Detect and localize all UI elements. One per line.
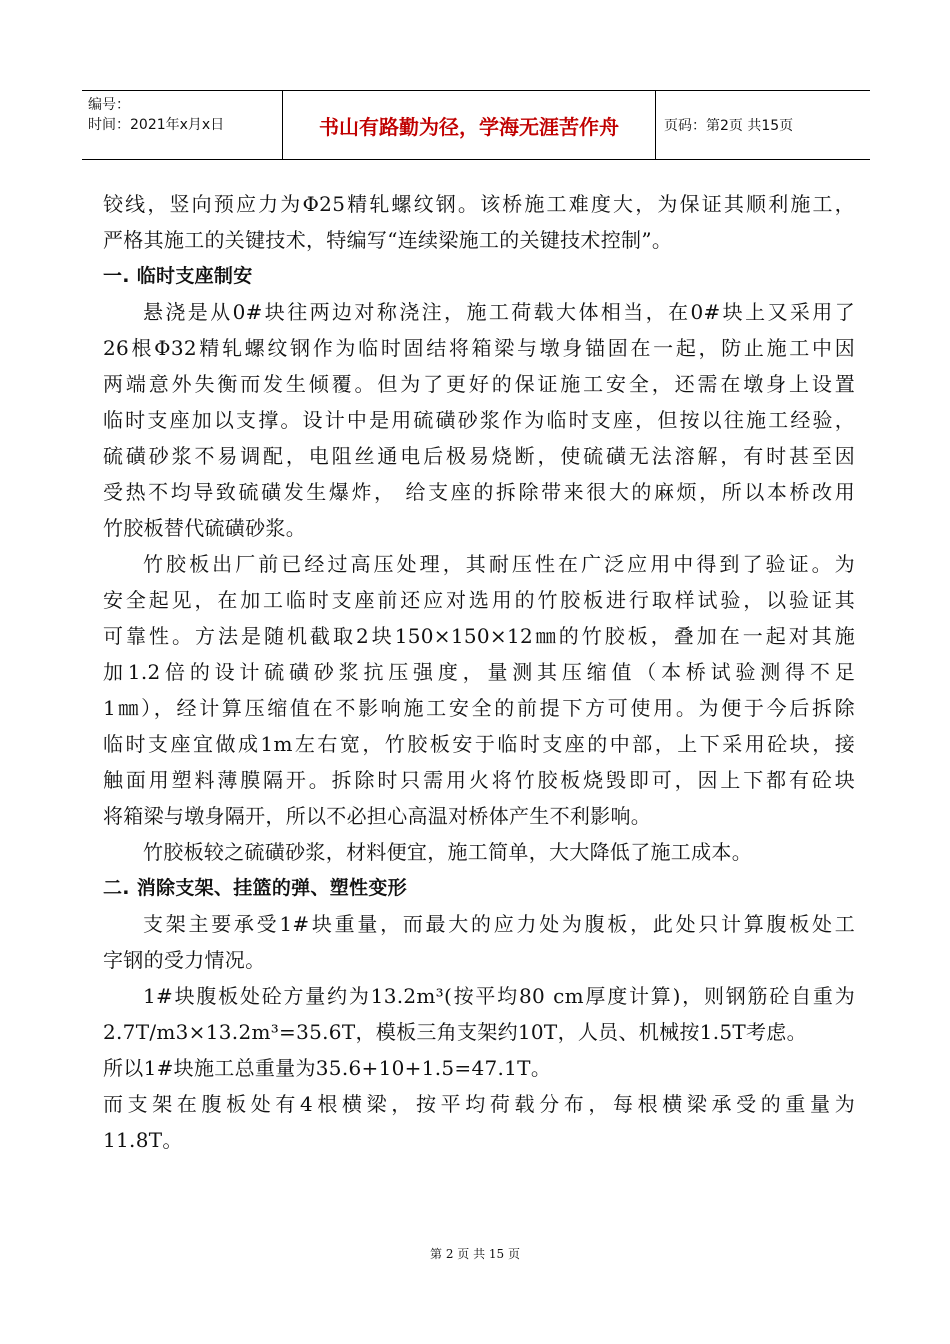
body-line: 临时支座宜做成1m左右宽，竹胶板安于临时支座的中部，上下采用砼块，接 xyxy=(103,732,855,756)
document-number-label: 编号： xyxy=(88,97,130,113)
page-header xyxy=(82,90,870,160)
header-page-info: 页码：第2页 共15页 xyxy=(664,118,794,134)
body-line: 悬浇是从0#块往两边对称浇注，施工荷载大体相当，在0#块上又采用了 xyxy=(143,300,855,324)
section-heading-2: 二. 消除支架、挂篮的弹、塑性变形 xyxy=(103,877,407,899)
body-line: 26根Φ32精轧螺纹钢作为临时固结将箱梁与墩身锚固在一起，防止施工中因 xyxy=(103,336,855,360)
body-line: 铰线，竖向预应力为Φ25精轧螺纹钢。该桥施工难度大，为保证其顺利施工， xyxy=(103,192,855,216)
body-line: 受热不均导致硫磺发生爆炸， 给支座的拆除带来很大的麻烦，所以本桥改用 xyxy=(103,480,855,504)
section-heading-1: 一. 临时支座制安 xyxy=(103,265,253,287)
body-line: 两端意外失衡而发生倾覆。但为了更好的保证施工安全，还需在墩身上设置 xyxy=(103,372,855,396)
body-line: 临时支座加以支撑。设计中是用硫磺砂浆作为临时支座，但按以往施工经验， xyxy=(103,408,855,432)
page-footer: 第 2 页 共 15 页 xyxy=(430,1247,520,1261)
body-line: 加1.2倍的设计硫磺砂浆抗压强度，量测其压缩值（本桥试验测得不足 xyxy=(103,660,855,684)
header-meta xyxy=(82,91,282,159)
body-line: 竹胶板出厂前已经过高压处理，其耐压性在广泛应用中得到了验证。为 xyxy=(143,552,855,576)
body-line: 1#块腹板处砼方量约为13.2m³(按平均80 cm厚度计算)，则钢筋砼自重为 xyxy=(143,984,855,1008)
body-line: 2.7T/m3×13.2m³=35.6T，模板三角支架约10T，人员、机械按1.5T考虑。 xyxy=(103,1020,807,1044)
body-line: 所以1#块施工总重量为35.6+10+1.5=47.1T。 xyxy=(103,1056,552,1080)
body-line: 严格其施工的关键技术，特编写“连续梁施工的关键技术控制”。 xyxy=(103,228,673,252)
body-line: 竹胶板替代硫磺砂浆。 xyxy=(103,516,306,540)
body-line: 而支架在腹板处有4根横梁，按平均荷载分布，每根横梁承受的重量为 xyxy=(103,1092,855,1116)
header-motto: 书山有路勤为径，学海无涯苦作舟 xyxy=(282,91,656,159)
body-line: 可靠性。方法是随机截取2块150×150×12㎜的竹胶板，叠加在一起对其施 xyxy=(103,624,855,648)
document-body xyxy=(103,186,855,1158)
body-line: 竹胶板较之硫磺砂浆，材料便宜，施工简单，大大降低了施工成本。 xyxy=(143,840,752,864)
body-line: 支架主要承受1#块重量，而最大的应力处为腹板，此处只计算腹板处工 xyxy=(143,912,855,936)
body-line: 将箱梁与墩身隔开，所以不必担心高温对桥体产生不利影响。 xyxy=(103,804,652,828)
body-line: 1㎜），经计算压缩值在不影响施工安全的前提下方可使用。为便于今后拆除 xyxy=(103,696,855,720)
body-line: 安全起见，在加工临时支座前还应对选用的竹胶板进行取样试验，以验证其 xyxy=(103,588,855,612)
document-time-label: 时间：2021年x月x日 xyxy=(88,117,225,133)
body-line: 11.8T。 xyxy=(103,1128,183,1152)
body-line: 触面用塑料薄膜隔开。拆除时只需用火将竹胶板烧毁即可，因上下都有砼块 xyxy=(103,768,855,792)
body-line: 字钢的受力情况。 xyxy=(103,948,266,972)
body-line: 硫磺砂浆不易调配，电阻丝通电后极易烧断，使硫磺无法溶解，有时甚至因 xyxy=(103,444,855,468)
